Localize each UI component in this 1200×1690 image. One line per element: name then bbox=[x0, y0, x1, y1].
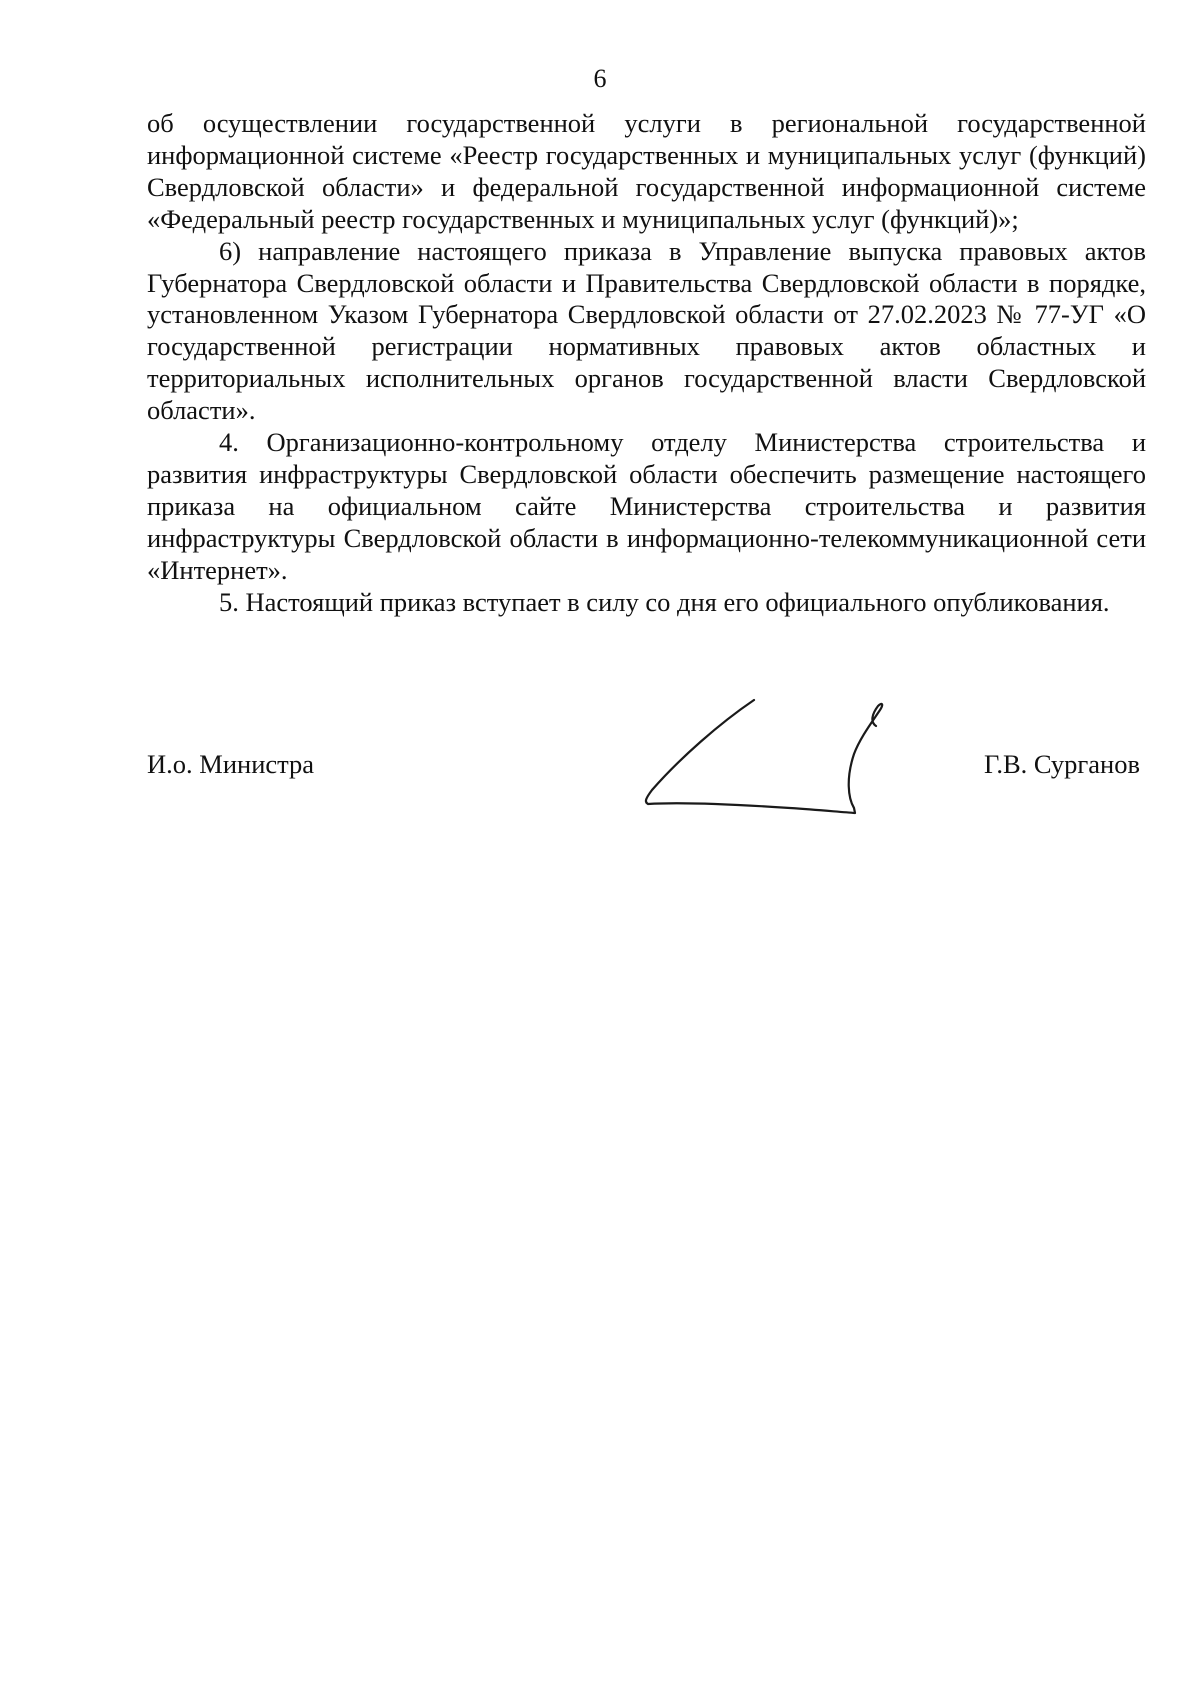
page-number: 6 bbox=[593, 64, 607, 93]
paragraph-continuation: об осуществлении государственной услуги в региональной государственной информационной системе «Реестр государственных и муниципальных услуг (функций) Свердловской области» и федеральной государственной информационной системе «Федеральный реестр государственных и муниципальных услуг (функций)»; bbox=[147, 108, 1146, 234]
signatory-position: И.о. Министра bbox=[147, 749, 315, 779]
paragraph-item-5: 5. Настоящий приказ вступает в силу со дня его официального опубликования. bbox=[219, 586, 1110, 617]
signatory-name: Г.В. Сурганов bbox=[984, 749, 1140, 779]
paragraph-item-6: 6) направление настоящего приказа в Управление выпуска правовых актов Губернатора Свердловской области и Правительства Свердловской области в порядке, установленном Указом Губернатора Свердловской области от 27.02.2023 № 77-УГ «О государственной регистрации нормативных правовых актов областных и территориальных исполнительных органов государственной власти Свердловской области». bbox=[147, 235, 1146, 426]
handwritten-signature bbox=[640, 698, 900, 818]
document-body bbox=[147, 108, 1146, 619]
paragraph-item-4: 4. Организационно-контрольному отделу Министерства строительства и развития инфраструктуры Свердловской области обеспечить размещение настоящего приказа на официальном сайте Министерства строительства и развития инфраструктуры Свердловской области в информационно-телекоммуникационной сети «Интернет». bbox=[147, 427, 1146, 585]
